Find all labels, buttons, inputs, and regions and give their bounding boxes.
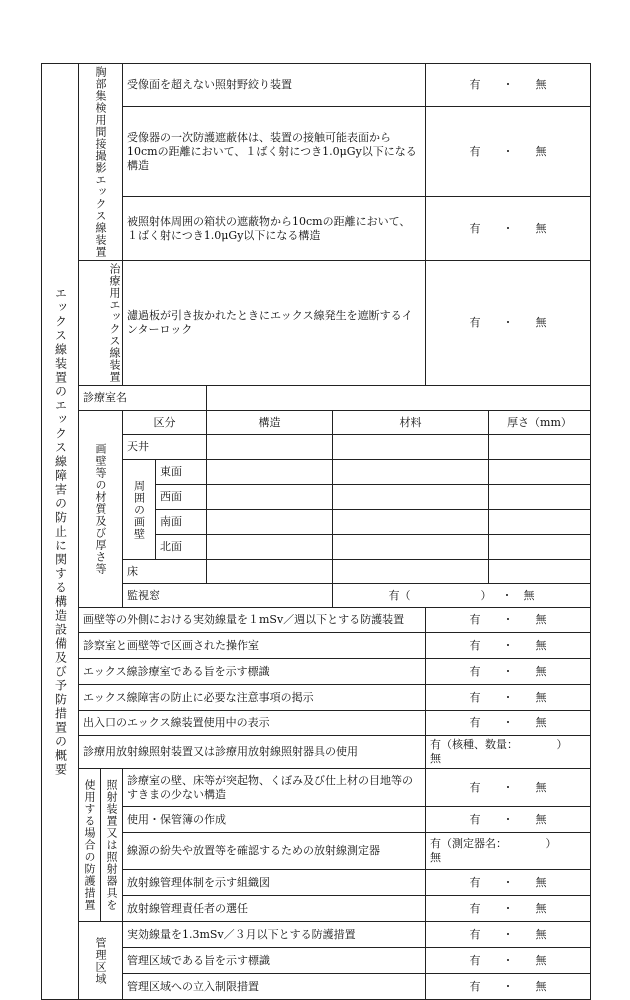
protective-item-5: 放射線管理責任者の選任 (123, 896, 426, 922)
general-item-1: 画壁等の外側における実効線量を１mSv／週以下とする防護装置 (79, 608, 426, 633)
structure-field[interactable] (207, 435, 333, 460)
thickness-field[interactable] (489, 510, 591, 535)
availability-checkbox[interactable]: 有 ・ 無 (426, 922, 591, 948)
side-east: 東面 (156, 460, 207, 485)
side-south: 南面 (156, 510, 207, 535)
header-kubun: 区分 (123, 411, 207, 435)
controlled-area-label: 管理区域 (79, 922, 123, 1000)
room-name-field[interactable] (207, 386, 591, 411)
structure-field[interactable] (207, 510, 333, 535)
availability-checkbox[interactable]: 有 ・ 無 (426, 685, 591, 711)
protective-item-1: 診療室の壁、床等が突起物、くぼみ及び仕上材の目地等のすきまの少ない構造 (123, 769, 426, 807)
controlled-item-3: 管理区域への立入制限措置 (123, 974, 426, 1000)
availability-checkbox[interactable]: 有 ・ 無 (426, 769, 591, 807)
structure-field[interactable] (207, 460, 333, 485)
availability-checkbox[interactable]: 有 ・ 無 (426, 608, 591, 633)
side-north: 北面 (156, 535, 207, 560)
chest-item-2: 受像器の一次防護遮蔽体は、装置の接触可能表面から10cmの距離において、１ばく射につき1.0μGy以下になる構造 (123, 107, 426, 197)
material-field[interactable] (333, 510, 489, 535)
general-item-5: 出入口のエックス線装置使用中の表示 (79, 711, 426, 736)
header-zairyo: 材料 (333, 411, 489, 435)
header-atsusa: 厚さ（mm） (489, 411, 591, 435)
floor-label: 床 (123, 560, 207, 584)
availability-checkbox[interactable]: 有 ・ 無 (426, 807, 591, 833)
material-field[interactable] (333, 435, 489, 460)
therapy-label: 治療用エックス線装置 (79, 261, 123, 386)
thickness-field[interactable] (489, 460, 591, 485)
chest-label: 胸部集検用間接撮影エックス線装置 (79, 64, 123, 261)
material-field[interactable] (333, 560, 489, 584)
chest-item-3: 被照射体周囲の箱状の遮蔽物から10cmの距離において、１ばく射につき1.0μGy以下になる構造 (123, 197, 426, 261)
overview-table (41, 63, 591, 1000)
protective-label-b: 使用する場合の防護措置 (79, 769, 101, 922)
availability-checkbox[interactable]: 有 ・ 無 (426, 197, 591, 261)
availability-checkbox[interactable]: 有 ・ 無 (426, 107, 591, 197)
protective-item-4: 放射線管理体制を示す組織図 (123, 870, 426, 896)
monitor-window-label: 監視窓 (123, 584, 333, 608)
therapy-item: 濾過板が引き抜かれたときにエックス線発生を遮断するインターロック (123, 261, 426, 386)
header-kozo: 構造 (207, 411, 333, 435)
availability-checkbox[interactable]: 有 ・ 無 (426, 948, 591, 974)
protective-item-3: 線源の紛失や放置等を確認するための放射線測定器 (123, 833, 426, 870)
general-item-3: エックス線診療室である旨を示す標識 (79, 659, 426, 685)
outer-label: エックス線装置のエックス線障害の防止に関する構造設備及び予防措置の概要 (42, 64, 79, 1000)
availability-checkbox[interactable]: 有 ・ 無 (426, 896, 591, 922)
device-use-label: 診療用放射線照射装置又は診療用放射線照射器具の使用 (79, 736, 426, 769)
availability-checkbox[interactable]: 有 ・ 無 (426, 633, 591, 659)
structure-field[interactable] (207, 560, 333, 584)
device-use-answer[interactable]: 有（核種、数量： ） 無 (426, 736, 591, 769)
structure-field[interactable] (207, 485, 333, 510)
side-west: 西面 (156, 485, 207, 510)
walls-label: 画壁等の材質及び厚さ等 (79, 411, 123, 608)
availability-checkbox[interactable]: 有 ・ 無 (426, 974, 591, 1000)
availability-checkbox[interactable]: 有 ・ 無 (426, 659, 591, 685)
structure-field[interactable] (207, 535, 333, 560)
ceiling-label: 天井 (123, 435, 207, 460)
thickness-field[interactable] (489, 485, 591, 510)
thickness-field[interactable] (489, 535, 591, 560)
room-name-label: 診療室名 (79, 386, 207, 411)
availability-checkbox[interactable]: 有 ・ 無 (426, 870, 591, 896)
general-item-4: エックス線障害の防止に必要な注意事項の掲示 (79, 685, 426, 711)
controlled-item-1: 実効線量を1.3mSv／３月以下とする防護措置 (123, 922, 426, 948)
measurement-device-answer[interactable]: 有（測定器名： ） 無 (426, 833, 591, 870)
protective-item-2: 使用・保管簿の作成 (123, 807, 426, 833)
thickness-field[interactable] (489, 560, 591, 584)
material-field[interactable] (333, 460, 489, 485)
material-field[interactable] (333, 485, 489, 510)
protective-label-a: 照射装置又は照射器具を (101, 769, 123, 922)
controlled-item-2: 管理区域である旨を示す標識 (123, 948, 426, 974)
general-item-2: 診察室と画壁等で区画された操作室 (79, 633, 426, 659)
surround-label: 周囲の画壁 (123, 460, 156, 560)
monitor-window-checkbox[interactable]: 有（ ） ・ 無 (333, 584, 591, 608)
availability-checkbox[interactable]: 有 ・ 無 (426, 261, 591, 386)
material-field[interactable] (333, 535, 489, 560)
availability-checkbox[interactable]: 有 ・ 無 (426, 711, 591, 736)
thickness-field[interactable] (489, 435, 591, 460)
availability-checkbox[interactable]: 有 ・ 無 (426, 64, 591, 107)
chest-item-1: 受像面を超えない照射野絞り装置 (123, 64, 426, 107)
